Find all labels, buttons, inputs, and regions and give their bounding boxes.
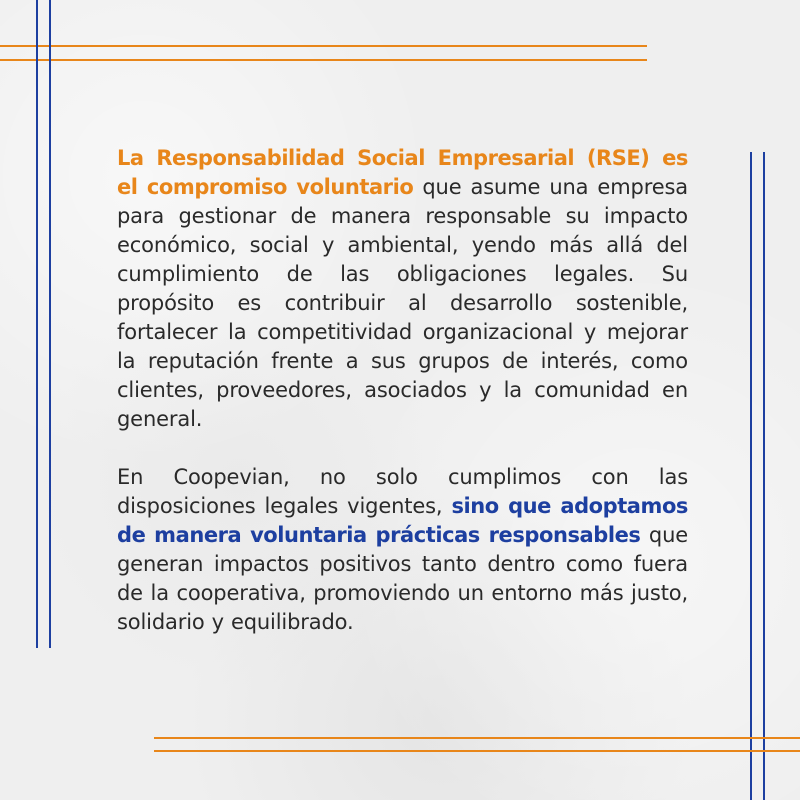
bottom-orange-line-upper [154, 737, 800, 739]
left-blue-line-outer [36, 0, 38, 648]
coopevian-body: que generan impactos positivos tanto dentro como fuera de la cooperativa, promoviendo un entorno más justo, solidario y equilibrado. [117, 523, 689, 634]
coopevian-intro: En Coopevian, no solo cumplimos con las disposiciones legales vigentes, [117, 465, 688, 518]
right-blue-line-inner [750, 152, 752, 800]
rse-definition-paragraph [117, 144, 688, 434]
rse-text-block [117, 144, 688, 637]
left-blue-line-inner [49, 0, 51, 648]
coopevian-paragraph [117, 463, 688, 637]
bottom-orange-line-lower [154, 750, 800, 752]
rse-definition-highlight: La Responsabilidad Social Empresarial (RSE) es el compromiso voluntario [117, 146, 688, 199]
top-orange-line-upper [0, 45, 647, 47]
rse-definition-body: que asume una empresa para gestionar de manera responsable su impacto económico, social y ambiental, yendo más allá del cumplimiento de las obligaciones legales. Su propósito es contribuir al desarrollo sostenible, fortalecer la competitividad organizacional y mejorar la reputación frente a sus grupos de interés, como clientes, proveedores, asociados y la comunidad en general. [117, 175, 688, 431]
right-blue-line-outer [763, 152, 765, 800]
top-orange-line-lower [0, 59, 647, 61]
coopevian-highlight: sino que adoptamos de manera voluntaria prácticas responsables [117, 494, 688, 547]
